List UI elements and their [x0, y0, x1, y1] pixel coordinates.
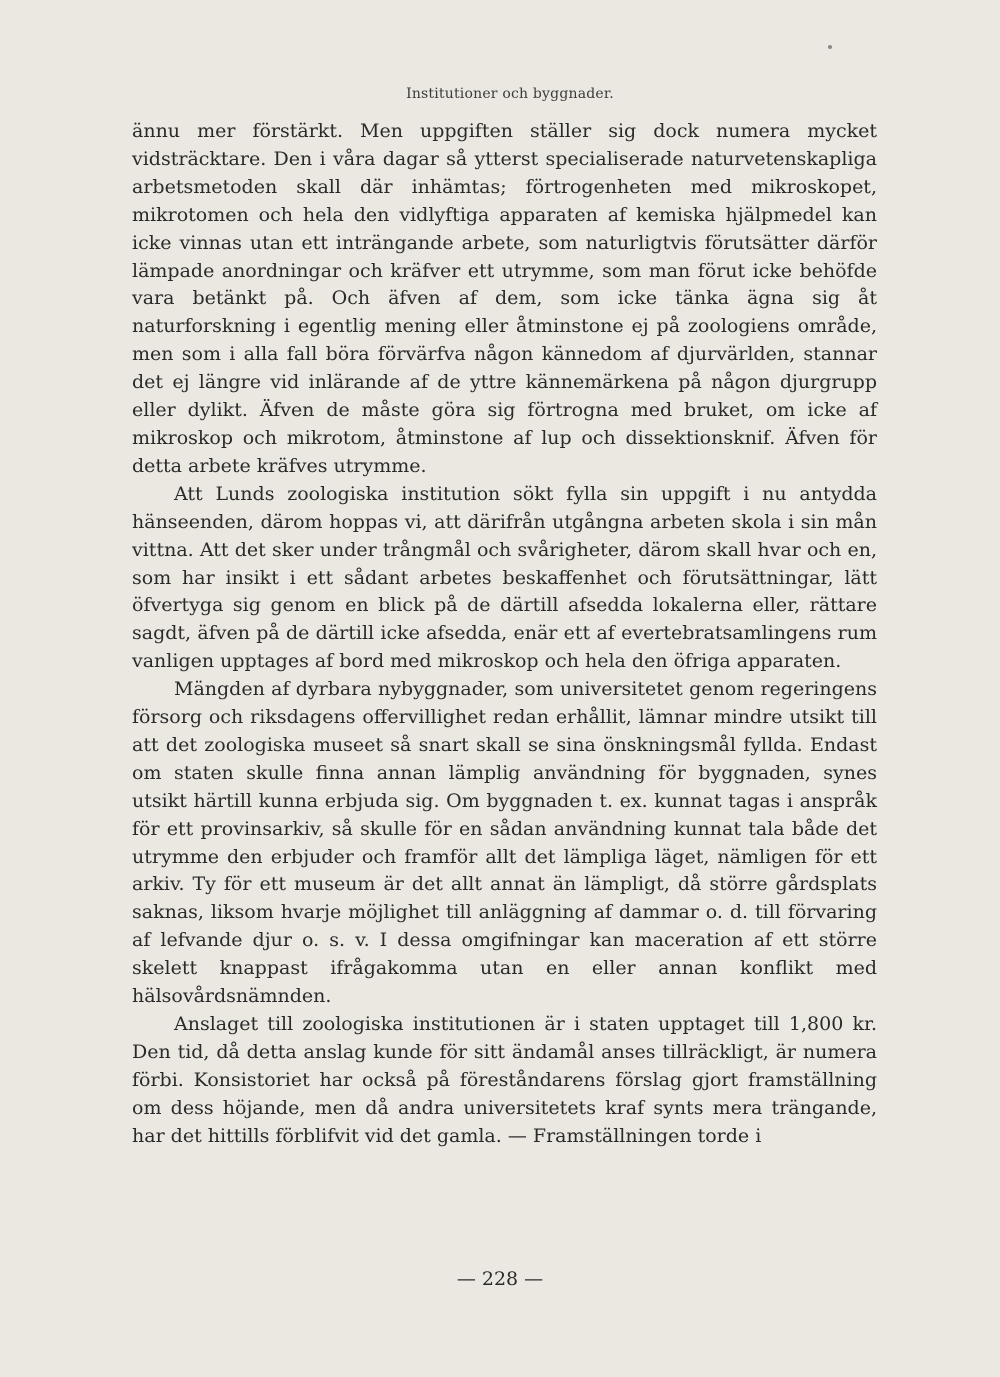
body-text: [132, 118, 877, 1151]
page-number: — 228 —: [456, 1268, 544, 1290]
running-header: Institutioner och byggnader.: [406, 86, 614, 102]
paragraph-2: Att Lunds zoologiska institution sökt fylla sin uppgift i nu antydda hänseenden, därom hoppas vi, att därifrån utgångna arbeten skola i sin mån vittna. Att det sker under trångmål och svårigheter, därom skall hvar och en, som har insikt i ett sådant arbetes beskaffenhet och förutsättningar, lätt öfvertyga sig genom en blick på de därtill afsedda lokalerna eller, rättare sagdt, äfven på de därtill icke afsedda, enär ett af evertebratsamlingens rum vanligen upptages af bord med mikroskop och hela den öfriga apparaten.: [132, 482, 877, 673]
paragraph-4: Anslaget till zoologiska institutionen är i staten upptaget till 1,800 kr. Den tid, då detta anslag kunde för sitt ändamål anses tillräckligt, är numera förbi. Konsistoriet har också på föreståndarens förslag gjort framställning om dess höjande, men då andra universitetets kraf synts mera trängande, har det hittills förblifvit vid det gamla. — Framställningen torde i: [132, 1013, 877, 1147]
paragraph-3: Mängden af dyrbara nybyggnader, som universitetet genom regeringens försorg och riksdagens offervillighet redan erhållit, lämnar mindre utsikt till att det zoologiska museet så snart skall se sina önskningsmål fyllda. Endast om staten skulle finna annan lämplig användning för byggnaden, synes utsikt härtill kunna erbjuda sig. Om byggnaden t. ex. kunnat tagas i anspråk för ett provinsarkiv, så skulle för en sådan användning kunnat tala både det utrymme den erbjuder och framför allt det lämpliga läget, nämligen för ett arkiv. Ty för ett museum är det allt annat än lämpligt, då större gårdsplats saknas, liksom hvarje möjlighet till anläggning af dammar o. d. till förvaring af lefvande djur o. s. v. I dessa omgifningar kan maceration af ett större skelett knappast ifrågakomma utan en eller annan konflikt med hälsovårdsnämnden.: [132, 678, 877, 1008]
paragraph-1: ännu mer förstärkt. Men uppgiften ställer sig dock numera mycket vidsträcktare. Den i våra dagar så ytterst specialiserade naturvetenskapliga arbetsmetoden skall där inhämtas; förtrogenheten med mikroskopet, mikrotomen och hela den vidlyftiga apparaten af kemiska hjälpmedel kan icke vinnas utan ett inträngande arbete, som naturligtvis förutsätter därför lämpade anordningar och kräfver ett utrymme, som man förut icke behöfde vara betänkt på. Och äfven af dem, som icke tänka ägna sig åt naturforskning i egentlig mening eller åtminstone ej på zoologiens område, men som i alla fall böra förvärfva någon kännedom af djurvärlden, stannar det ej längre vid inlärande af de yttre kännemärkena på någon djurgrupp eller dylikt. Äfven de måste göra sig förtrogna med bruket, om icke af mikroskop och mikrotom, åtminstone af lup och dissektionsknif. Äfven för detta arbete kräfves utrymme.: [132, 120, 877, 477]
paper-speck: [828, 45, 832, 49]
